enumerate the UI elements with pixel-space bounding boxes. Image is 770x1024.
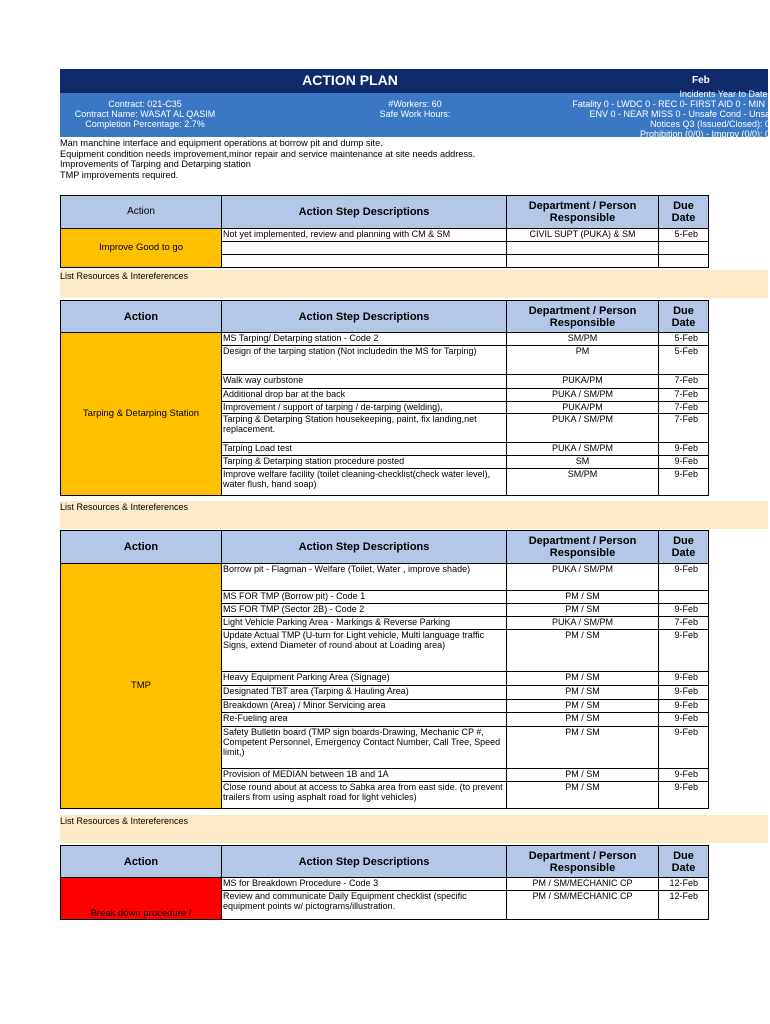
action-cell: Improve Good to go — [61, 229, 222, 268]
responsible: PM / SM — [507, 782, 659, 809]
resources-label: List Resources & Intereferences — [60, 816, 189, 826]
incidents-line-4: Prohibition (0/0) - Improv (0/0): 0 — [639, 129, 770, 139]
step-description — [222, 255, 507, 268]
step-description: Re-Fueling area — [222, 713, 507, 727]
column-header-steps: Action Step Descriptions — [222, 531, 507, 564]
due-date: 9-Feb — [659, 604, 709, 617]
contract-number: Contract: 021-C35 — [108, 99, 182, 109]
column-header-due: Due Date — [659, 196, 709, 229]
due-date: 12-Feb — [659, 891, 709, 920]
action-table-tarping — [60, 300, 709, 496]
step-description: MS Tarping/ Detarping station - Code 2 — [222, 333, 507, 346]
step-description: Tarping & Detarping Station housekeeping, paint, fix landing,net replacement. — [222, 414, 507, 443]
due-date: 5-Feb — [659, 229, 709, 242]
due-date: 9-Feb — [659, 727, 709, 769]
responsible: PM / SM/MECHANIC CP — [507, 891, 659, 920]
column-header-dept: Department / Person Responsible — [507, 196, 659, 229]
responsible: PM / SM — [507, 700, 659, 713]
resources-row — [60, 501, 768, 529]
due-date: 7-Feb — [659, 375, 709, 389]
action-table-improve-good-to-go — [60, 195, 709, 268]
column-header-due: Due Date — [659, 531, 709, 564]
due-date: 9-Feb — [659, 443, 709, 456]
workforce-info — [340, 99, 490, 119]
step-description: Walk way curbstone — [222, 375, 507, 389]
incidents-info — [480, 89, 770, 139]
note-line: Man manchine interface and equipment operations at borrow pit and dump site. — [60, 138, 383, 148]
note-line: Improvements of Tarping and Detarping station — [60, 159, 251, 169]
responsible: PM / SM — [507, 630, 659, 672]
column-header-action: Action — [61, 531, 222, 564]
step-description: MS for Breakdown Procedure - Code 3 — [222, 878, 507, 891]
step-description: Borrow pit - Flagman - Welfare (Toilet, Water , improve shade) — [222, 564, 507, 591]
column-header-due: Due Date — [659, 301, 709, 333]
step-description: Tarping Load test — [222, 443, 507, 456]
due-date: 12-Feb — [659, 878, 709, 891]
month-label: Feb — [692, 75, 710, 86]
step-description: Tarping & Detarping station procedure posted — [222, 456, 507, 469]
due-date: 9-Feb — [659, 713, 709, 727]
column-header-action: Action — [61, 846, 222, 878]
action-table-tmp — [60, 530, 709, 809]
page-title: ACTION PLAN — [302, 72, 398, 88]
column-header-dept: Department / Person Responsible — [507, 846, 659, 878]
due-date: 9-Feb — [659, 700, 709, 713]
contract-info — [60, 99, 230, 129]
responsible: SM — [507, 456, 659, 469]
column-header-steps: Action Step Descriptions — [222, 196, 507, 229]
responsible: PM / SM — [507, 672, 659, 686]
note-line: Equipment condition needs improvement,minor repair and service maintenance at site needs address. — [60, 148, 476, 159]
column-header-action: Action — [61, 196, 222, 229]
column-header-steps: Action Step Descriptions — [222, 301, 507, 333]
due-date: 9-Feb — [659, 469, 709, 496]
action-cell: Break down procedure / — [61, 878, 222, 920]
due-date: 9-Feb — [659, 672, 709, 686]
action-table-breakdown — [60, 845, 709, 920]
responsible: SM/PM — [507, 333, 659, 346]
step-description — [222, 242, 507, 255]
note-line: TMP improvements required. — [60, 169, 179, 180]
due-date: 7-Feb — [659, 414, 709, 443]
due-date: 5-Feb — [659, 346, 709, 375]
workers-count: #Workers: 60 — [388, 99, 442, 109]
due-date: 9-Feb — [659, 630, 709, 672]
responsible: PM / SM — [507, 604, 659, 617]
contract-name: Contract Name: WASAT AL QASIM — [74, 109, 216, 119]
step-description: Designated TBT area (Tarping & Hauling Area) — [222, 686, 507, 700]
title-banner — [60, 69, 768, 93]
step-description: Improvement / support of tarping / de-tarping (welding), — [222, 402, 507, 414]
due-date — [659, 242, 709, 255]
due-date: 9-Feb — [659, 782, 709, 809]
responsible: PM / SM — [507, 713, 659, 727]
safe-work-hours: Safe Work Hours: — [379, 109, 451, 119]
responsible: PUKA / SM/PM — [507, 389, 659, 402]
responsible: SM/PM — [507, 469, 659, 496]
step-description: Safety Bulletin board (TMP sign boards-Drawing, Mechanic CP #, Competent Personnel, Emergency Contact Number, Call Tree, Speed limit,) — [222, 727, 507, 769]
responsible: PUKA / SM/PM — [507, 564, 659, 591]
incidents-line-1: Fatality 0 - LWDC 0 - REC 0- FIRST AID 0 - MIN I — [572, 99, 770, 109]
responsible: PUKA / SM/PM — [507, 443, 659, 456]
step-description: Light Vehicle Parking Area - Markings & Reverse Parking — [222, 617, 507, 630]
due-date: 7-Feb — [659, 617, 709, 630]
due-date — [659, 591, 709, 604]
responsible: PM — [507, 346, 659, 375]
step-description: Provision of MEDIAN between 1B and 1A — [222, 769, 507, 782]
step-description: Not yet implemented, review and planning with CM & SM — [222, 229, 507, 242]
responsible: PUKA/PM — [507, 375, 659, 389]
due-date: 9-Feb — [659, 564, 709, 591]
due-date: 5-Feb — [659, 333, 709, 346]
completion-percentage: Completion Percentage: 2.7% — [85, 119, 205, 129]
responsible: PUKA / SM/PM — [507, 617, 659, 630]
column-header-due: Due Date — [659, 846, 709, 878]
resources-row — [60, 270, 768, 298]
action-cell: Tarping & Detarping Station — [61, 333, 222, 496]
responsible: PM / SM/MECHANIC CP — [507, 878, 659, 891]
action-cell: TMP — [61, 564, 222, 809]
column-header-action: Action — [61, 301, 222, 333]
due-date: 7-Feb — [659, 402, 709, 414]
incidents-line-2: ENV 0 - NEAR MISS 0 - Unsafe Cond - Unsa — [589, 109, 770, 119]
step-description: Improve welfare facility (toilet cleaning-checklist(check water level), water flush, hand soap) — [222, 469, 507, 496]
due-date: 9-Feb — [659, 686, 709, 700]
resources-label: List Resources & Intereferences — [60, 271, 189, 281]
incidents-title: Incidents Year to Date: — [679, 89, 770, 99]
column-header-dept: Department / Person Responsible — [507, 531, 659, 564]
due-date — [659, 255, 709, 268]
responsible: PUKA/PM — [507, 402, 659, 414]
responsible: PM / SM — [507, 769, 659, 782]
due-date: 9-Feb — [659, 456, 709, 469]
resources-row — [60, 815, 768, 843]
responsible: CIVIL SUPT (PUKA) & SM — [507, 229, 659, 242]
step-description: MS FOR TMP (Borrow pit) - Code 1 — [222, 591, 507, 604]
responsible: PM / SM — [507, 591, 659, 604]
step-description: MS FOR TMP (Sector 2B) - Code 2 — [222, 604, 507, 617]
step-description: Close round about at access to Sabka area from east side. (to prevent trailers from using asphalt road for light vehicles) — [222, 782, 507, 809]
step-description: Design of the tarping station (Not includedin the MS for Tarping) — [222, 346, 507, 375]
step-description: Additional drop bar at the back — [222, 389, 507, 402]
resources-label: List Resources & Intereferences — [60, 502, 189, 512]
step-description: Update Actual TMP (U-turn for Light vehicle, Multi language traffic Signs, extend Diameter of round about at Loading area) — [222, 630, 507, 672]
step-description: Review and communicate Daily Equipment checklist (specific equipment points w/ pictograms/illustration. — [222, 891, 507, 920]
step-description: Heavy Equipment Parking Area (Signage) — [222, 672, 507, 686]
issue-notes — [60, 138, 475, 180]
due-date: 9-Feb — [659, 769, 709, 782]
column-header-steps: Action Step Descriptions — [222, 846, 507, 878]
step-description: Breakdown (Area) / Minor Servicing area — [222, 700, 507, 713]
contract-info-strip — [60, 89, 770, 139]
responsible: PM / SM — [507, 727, 659, 769]
responsible: PUKA / SM/PM — [507, 414, 659, 443]
column-header-dept: Department / Person Responsible — [507, 301, 659, 333]
responsible — [507, 255, 659, 268]
responsible — [507, 242, 659, 255]
incidents-line-3: Notices Q3 (Issued/Closed): 0 — [649, 119, 770, 129]
due-date: 7-Feb — [659, 389, 709, 402]
responsible: PM / SM — [507, 686, 659, 700]
